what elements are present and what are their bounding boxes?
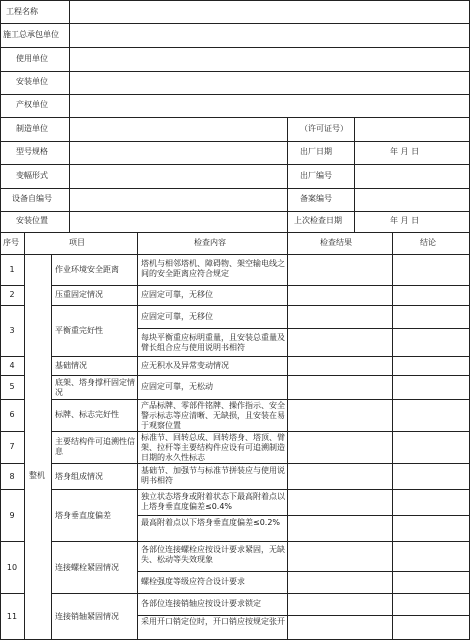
label-contractor: 施工总承包单位 [3,30,59,39]
rule [137,571,470,572]
rule [51,285,470,286]
label-device-no: 设备自编号 [12,194,52,203]
rule [51,254,52,640]
row-content: 各部位连接螺栓应按设计要求紧固，无缺失、松动等失效现象 [141,545,285,564]
rule [0,305,24,306]
row-no: 8 [9,472,15,481]
rule [69,0,70,232]
row-item: 底架、塔身撑杆固定情况 [55,378,135,397]
rule [0,232,470,233]
row-item: 基础情况 [55,361,87,370]
rule [392,232,393,640]
row-no: 9 [9,511,15,520]
row-item: 连接螺栓紧固情况 [55,563,119,572]
label-license-no: （许可证号） [300,124,348,133]
rule [51,375,470,376]
row-no: 1 [9,265,15,274]
rule [51,463,470,464]
row-no: 4 [9,361,15,370]
label-model: 型号规格 [16,147,48,156]
row-no: 5 [9,382,15,391]
col-result: 检查结果 [320,238,352,247]
rule [0,94,470,95]
col-conclusion: 结论 [420,238,436,247]
rule [51,541,470,542]
rule [0,431,24,432]
col-no: 序号 [3,238,19,247]
rule [51,399,470,400]
row-content: 基础节、加强节与标准节拼装应与使用说明书相符 [141,466,285,485]
label-factory-date: 出厂日期 [300,147,332,156]
rule [51,305,470,306]
rule [0,188,470,189]
row-no: 3 [9,326,15,335]
rule [0,211,470,212]
row-no: 2 [9,290,15,299]
row-item: 平衡重完好性 [55,326,103,335]
row-content: 产品标牌、零部件铭牌、操作指示、安全警示标志等应清晰、无缺损，且安装在易于观察位置 [141,401,285,430]
rule [0,71,470,72]
row-item: 主要结构件可追溯性信息 [55,437,135,456]
rule [137,515,470,516]
label-factory-no: 出厂编号 [300,171,332,180]
row-item: 塔身组成情况 [55,472,103,481]
rule [0,164,470,165]
label-record-no: 备案编号 [300,194,332,203]
rule [287,117,288,232]
rule [137,328,470,329]
rule [0,375,24,376]
label-install-unit: 安装单位 [16,77,48,86]
row-content: 每块平衡重应标明重量，且安装总重量及臂长组合应与使用说明书相符 [141,333,285,352]
rule [469,0,470,640]
label-luffing: 变幅形式 [16,171,48,180]
rule [0,0,470,1]
row-no: 7 [9,442,15,451]
label-user-unit: 使用单位 [16,54,48,63]
rule [0,463,24,464]
rule [0,0,1,640]
row-item: 塔身垂直度偏差 [55,511,111,520]
row-no: 6 [9,410,15,419]
rule [0,593,24,594]
rule [24,232,25,640]
row-content: 应固定可靠，无移位 [141,312,213,321]
rule [0,541,24,542]
col-content: 检查内容 [194,238,226,247]
rule [51,489,470,490]
row-content: 应固定可靠，无移位 [141,290,213,299]
rule [51,593,470,594]
label-location: 安装位置 [16,216,48,225]
row-content: 采用开口销定位时，开口销应按规定张开 [141,617,285,626]
rule [0,254,470,255]
row-content: 标准节、回转总成、回转塔身、塔顶、臂架、拉杆等主要结构件应设有可追溯制造日期的永久性标志 [141,433,285,462]
col-item: 项目 [69,238,85,247]
row-item: 标牌、标志完好性 [55,410,119,419]
label-project-name: 工程名称 [6,7,38,16]
rule [287,232,288,640]
label-owner-unit: 产权单位 [16,100,48,109]
label-last-check-date: 上次检查日期 [294,216,342,225]
rule [137,615,470,616]
row-content: 塔机与相邻塔机、障碍物、架空输电线之间的安全距离应符合规定 [141,259,285,278]
rule [354,117,355,232]
row-no: 10 [6,563,18,572]
rule [0,356,24,357]
rule [137,232,138,640]
value-factory-date: 年 月 日 [390,147,420,156]
row-no: 11 [6,612,18,621]
row-item: 作业环境安全距离 [55,265,119,274]
rule [51,356,470,357]
rule [0,141,470,142]
row-item: 压重固定情况 [55,290,103,299]
row-content: 独立状态塔身或附着状态下最高附着点以上塔身垂直度偏差≤0.4% [141,492,285,511]
rule [51,431,470,432]
rule [0,399,24,400]
rule [0,47,470,48]
rule [0,285,24,286]
group-label: 整机 [29,471,45,480]
label-manufacturer: 制造单位 [16,124,48,133]
value-last-check-date: 年 月 日 [390,216,420,225]
rule [0,117,470,118]
row-content: 各部位连接销轴应按设计要求锁定 [141,599,261,608]
rule [0,23,470,24]
row-content: 应无积水及异常变动情况 [141,361,229,370]
row-content: 应固定可靠，无松动 [141,382,213,391]
row-content: 螺栓强度等级应符合设计要求 [141,577,245,586]
row-item: 连接销轴紧固情况 [55,612,119,621]
rule [0,489,24,490]
row-content: 最高附着点以下塔身垂直度偏差≤0.2% [141,518,281,527]
